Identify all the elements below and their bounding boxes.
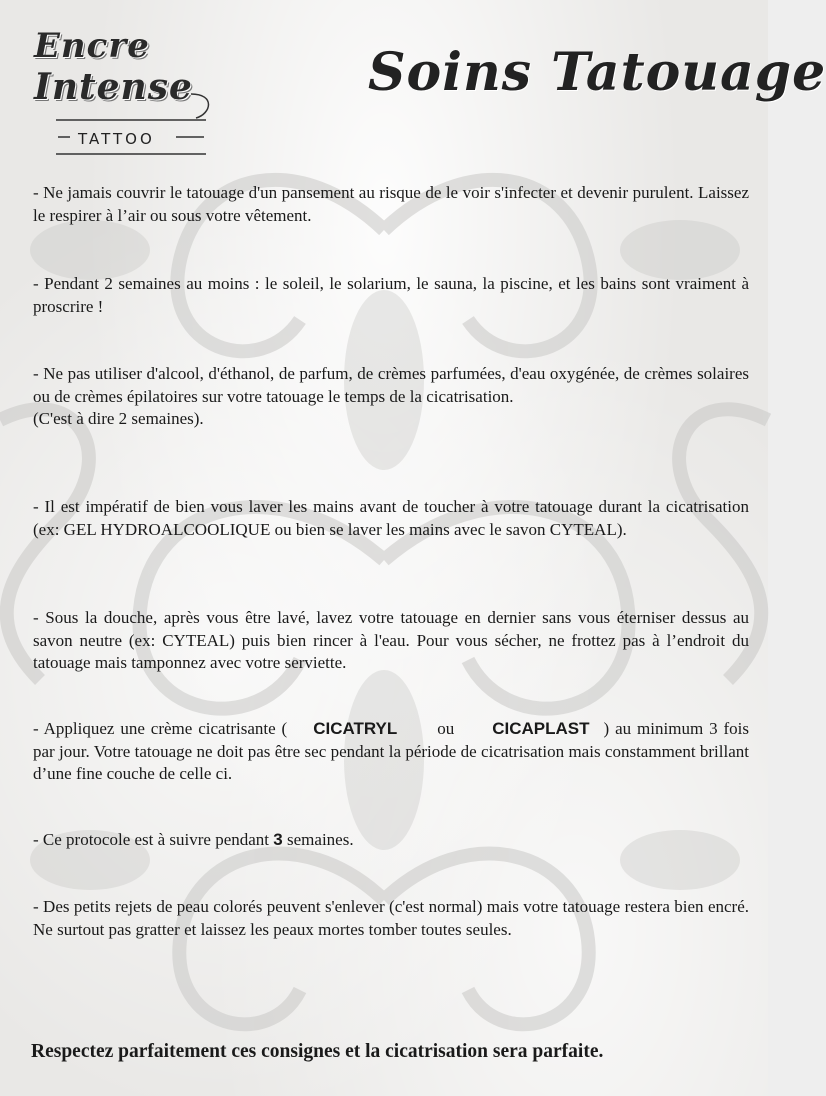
logo-line-tattoo: TATTOO [78, 130, 155, 148]
product-cicaplast: CICAPLAST [492, 719, 590, 738]
cream-sentence-or: ou [437, 719, 455, 738]
instruction-paragraph-8: - Des petits rejets de peau colorés peuvent s'enlever (c'est normal) mais votre tatouage restera bien encré. Ne surtout pas gratter et laissez les peaux mortes tomber toutes seules. [33, 897, 749, 939]
cream-sentence-start: - Appliquez une crème cicatrisante ( [33, 719, 288, 738]
brand-logo [26, 24, 216, 159]
instruction-paragraph-1: - Ne jamais couvrir le tatouage d'un pansement au risque de le voir s'infecter et devenir purulent. Laissez le respirer à l’air ou sous votre vêtement. [33, 183, 749, 225]
logo-line-encre: Encre [34, 26, 150, 66]
instruction-paragraph-2: - Pendant 2 semaines au moins : le soleil, le solarium, le sauna, la piscine, et les bains sont vraiment à proscrire ! [33, 274, 749, 316]
instruction-paragraph-3-text: - Ne pas utiliser d'alcool, d'éthanol, de parfum, de crèmes parfumées, d'eau oxygénée, de crèmes solaires ou de crèmes épilatoires sur votre tatouage le temps de la cicatrisation. [33, 364, 749, 406]
page-title: Soins Tatouage [368, 42, 826, 103]
instruction-paragraph-3 [33, 363, 749, 431]
protocol-sentence-end: semaines. [287, 830, 354, 849]
cream-sentence-end: ) au minimum 3 fois par jour. Votre tatouage ne doit pas être sec pendant la période de cicatrisation mais constamment brillant d’une fine couche de celle ci. [33, 719, 749, 783]
protocol-sentence-start: - Ce protocole est à suivre pendant [33, 830, 270, 849]
logo-line-intense: Intense [34, 66, 193, 108]
protocol-weeks-number: 3 [273, 830, 283, 849]
instruction-paragraph-6 [33, 718, 749, 786]
closing-statement: Respectez parfaitement ces consignes et la cicatrisation sera parfaite. [31, 1041, 604, 1062]
product-cicatryl: CICATRYL [313, 719, 398, 738]
instruction-paragraph-4: - Il est impératif de bien vous laver les mains avant de toucher à votre tatouage durant la cicatrisation (ex: GEL HYDROALCOOLIQUE ou bien se laver les mains avec le savon CYTEAL). [33, 497, 749, 539]
instruction-paragraph-3-note: (C'est à dire 2 semaines). [33, 409, 204, 428]
instruction-paragraph-7 [33, 829, 749, 852]
instruction-paragraph-5: - Sous la douche, après vous être lavé, lavez votre tatouage en dernier sans vous éterniser dessus au savon neutre (ex: CYTEAL) puis bien rincer à l'eau. Pour vous sécher, ne frottez pas à l’endroit du tatouage mais tamponnez avec votre serviette. [33, 608, 749, 672]
